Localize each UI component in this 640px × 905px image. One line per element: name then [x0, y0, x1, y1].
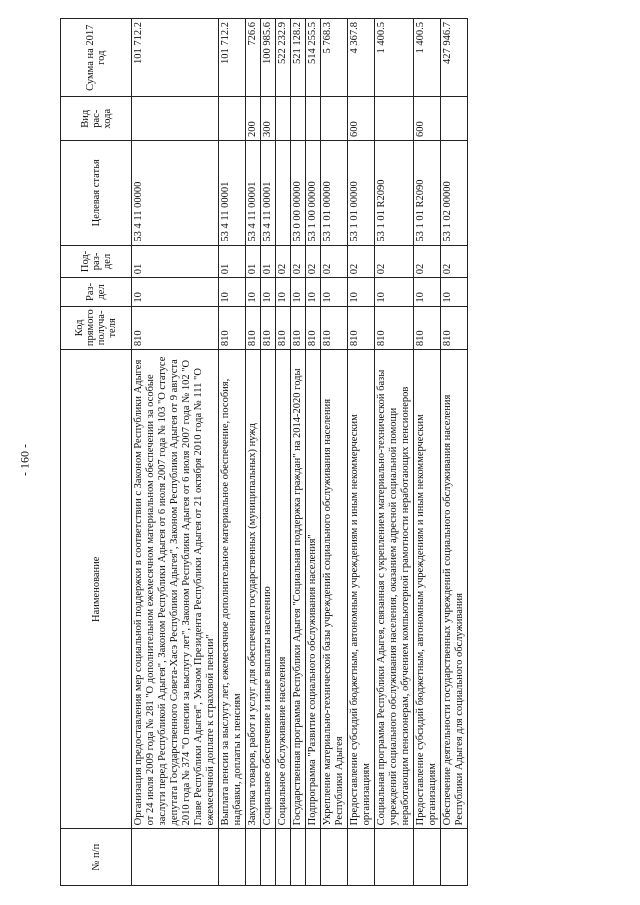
table-row: [414, 19, 441, 886]
cell-vid: 600: [414, 97, 441, 141]
cell-podrazdel: 01: [261, 245, 276, 278]
table-row: [219, 19, 246, 886]
budget-table-rotated: [60, 18, 640, 886]
cell-name: Предоставление субсидий бюджетным, автономным учреждениям и иным некоммерческим организациям: [348, 350, 375, 829]
table-row: [441, 19, 468, 886]
table-row: [291, 19, 306, 886]
cell-razdel: 10: [291, 278, 306, 306]
cell-num: [414, 829, 441, 886]
header-article: Целевая статья: [61, 141, 132, 246]
table-row: [348, 19, 375, 886]
cell-article: 53 1 01 00000: [348, 141, 375, 246]
header-vid: Вид рас-хода: [61, 97, 132, 141]
cell-razdel: 10: [306, 278, 321, 306]
page-number: - 160 -: [17, 444, 32, 476]
table-row: [306, 19, 321, 886]
cell-code: 810: [321, 306, 348, 350]
cell-article: 53 1 01 R2090: [414, 141, 441, 246]
cell-sum: 101 712.2: [219, 19, 246, 97]
cell-num: [375, 829, 414, 886]
cell-code: 810: [219, 306, 246, 350]
cell-razdel: 10: [246, 278, 261, 306]
header-row: [61, 19, 132, 886]
cell-num: [306, 829, 321, 886]
cell-vid: [321, 97, 348, 141]
cell-num: [261, 829, 276, 886]
cell-razdel: 10: [219, 278, 246, 306]
header-code: Код прямого получа-теля: [61, 306, 132, 350]
table-row: [246, 19, 261, 886]
cell-sum: 1 400.5: [414, 19, 441, 97]
cell-sum: 521 128.2: [291, 19, 306, 97]
cell-name: Укрепление материально-технической базы учреждений социального обслуживания населения Республики Адыгея: [321, 350, 348, 829]
table-row: [132, 19, 219, 886]
cell-vid: 600: [348, 97, 375, 141]
cell-code: 810: [375, 306, 414, 350]
cell-podrazdel: 01: [246, 245, 261, 278]
cell-podrazdel: 02: [441, 245, 468, 278]
cell-vid: [219, 97, 246, 141]
cell-podrazdel: 02: [276, 245, 291, 278]
cell-podrazdel: 02: [375, 245, 414, 278]
cell-razdel: 10: [261, 278, 276, 306]
table-row: [321, 19, 348, 886]
cell-sum: 726.6: [246, 19, 261, 97]
cell-code: 810: [348, 306, 375, 350]
cell-razdel: 10: [132, 278, 219, 306]
cell-name: Подпрограмма "Развитие социального обслуживания населения": [306, 350, 321, 829]
cell-razdel: 10: [348, 278, 375, 306]
cell-name: Предоставление субсидий бюджетным, автономным учреждениям и иным некоммерческим организациям: [414, 350, 441, 829]
header-podrazdel: Под-раз-дел: [61, 245, 132, 278]
header-num: № п/п: [61, 829, 132, 886]
cell-article: [276, 141, 291, 246]
cell-vid: [291, 97, 306, 141]
cell-code: 810: [306, 306, 321, 350]
cell-name: Социальное обслуживание населения: [276, 350, 291, 829]
cell-code: 810: [261, 306, 276, 350]
cell-article: 53 4 11 00001: [261, 141, 276, 246]
cell-code: 810: [291, 306, 306, 350]
cell-sum: 4 367.8: [348, 19, 375, 97]
cell-name: Социальная программа Республики Адыгея, связанная с укреплением материально-технической базы учреждений социального обслуживания населения, оказанием адресной социальной помощи неработающим пенсионерам, обучением компьютерной грамотности неработающих пенсионеров: [375, 350, 414, 829]
cell-num: [321, 829, 348, 886]
cell-name: Выплата пенсии за выслугу лет, ежемесячное дополнительное материальное обеспечение, пособия, надбавки, доплаты к пенсиям: [219, 350, 246, 829]
cell-podrazdel: 02: [306, 245, 321, 278]
cell-article: 53 4 11 00000: [132, 141, 219, 246]
cell-razdel: 10: [375, 278, 414, 306]
cell-code: 810: [414, 306, 441, 350]
header-razdel: Раз-дел: [61, 278, 132, 306]
cell-sum: 514 255.5: [306, 19, 321, 97]
cell-podrazdel: 02: [291, 245, 306, 278]
cell-article: 53 1 01 00000: [321, 141, 348, 246]
cell-code: 810: [276, 306, 291, 350]
cell-razdel: 10: [321, 278, 348, 306]
cell-sum: 100 985.6: [261, 19, 276, 97]
cell-num: [276, 829, 291, 886]
cell-num: [132, 829, 219, 886]
header-sum: Сумма на 2017 год: [61, 19, 132, 97]
cell-article: 53 1 01 R2090: [375, 141, 414, 246]
cell-sum: 5 768.3: [321, 19, 348, 97]
cell-code: 810: [132, 306, 219, 350]
cell-article: 53 1 02 00000: [441, 141, 468, 246]
cell-podrazdel: 02: [348, 245, 375, 278]
cell-vid: [306, 97, 321, 141]
cell-sum: 1 400.5: [375, 19, 414, 97]
cell-sum: 427 946.7: [441, 19, 468, 97]
cell-code: 810: [246, 306, 261, 350]
cell-name: Государственная программа Республики Адыгея "Социальная поддержка граждан" на 2014-2020 годы: [291, 350, 306, 829]
cell-sum: 101 712.2: [132, 19, 219, 97]
cell-podrazdel: 02: [414, 245, 441, 278]
cell-name: Обеспечение деятельности государственных учреждений социального обслуживания населения Республики Адыгея для социального обслуживания: [441, 350, 468, 829]
cell-vid: 200: [246, 97, 261, 141]
cell-code: 810: [441, 306, 468, 350]
cell-name: Организация предоставления мер социальной поддержки в соответствии с Законом Республики Адыгея от 24 июля 2009 года № 281 "О дополнительном ежемесячном материальном обеспечении за особые заслуги перед Республикой Адыгея", Законом Республики Адыгея от 6 июля 2007 года № 103 "О статусе депутата Государственного Совета-Хасэ Республики Адыгея", Законом Республики Адыгея от 9 августа 2010 года № 374 "О пенсии за выслугу лет", Законом Республики Адыгея от 6 июля 2007 года № 102 "О Главе Республики Адыгея", Указом Президента Республики Адыгея от 21 октября 2010 года № 111 "О ежемесячной доплате к страховой пенсии": [132, 350, 219, 829]
cell-article: 53 1 00 00000: [306, 141, 321, 246]
cell-num: [219, 829, 246, 886]
cell-num: [246, 829, 261, 886]
cell-vid: 300: [261, 97, 276, 141]
cell-sum: 522 232.9: [276, 19, 291, 97]
table-row: [261, 19, 276, 886]
cell-razdel: 10: [414, 278, 441, 306]
cell-vid: [375, 97, 414, 141]
cell-razdel: 10: [276, 278, 291, 306]
header-name: Наименование: [61, 350, 132, 829]
cell-num: [348, 829, 375, 886]
cell-vid: [132, 97, 219, 141]
cell-razdel: 10: [441, 278, 468, 306]
page-number-wrap: [14, 440, 36, 480]
cell-podrazdel: 01: [132, 245, 219, 278]
cell-article: 53 4 11 00001: [246, 141, 261, 246]
cell-name: Социальное обеспечение и иные выплаты населению: [261, 350, 276, 829]
table-row: [276, 19, 291, 886]
cell-podrazdel: 01: [219, 245, 246, 278]
budget-table: [60, 18, 468, 886]
budget-table-container: [60, 18, 640, 886]
cell-article: 53 4 11 00001: [219, 141, 246, 246]
cell-vid: [276, 97, 291, 141]
cell-num: [291, 829, 306, 886]
cell-article: 53 0 00 00000: [291, 141, 306, 246]
table-row: [375, 19, 414, 886]
cell-name: Закупка товаров, работ и услуг для обеспечения государственных (муниципальных) нужд: [246, 350, 261, 829]
cell-vid: [441, 97, 468, 141]
cell-podrazdel: 02: [321, 245, 348, 278]
cell-num: [441, 829, 468, 886]
